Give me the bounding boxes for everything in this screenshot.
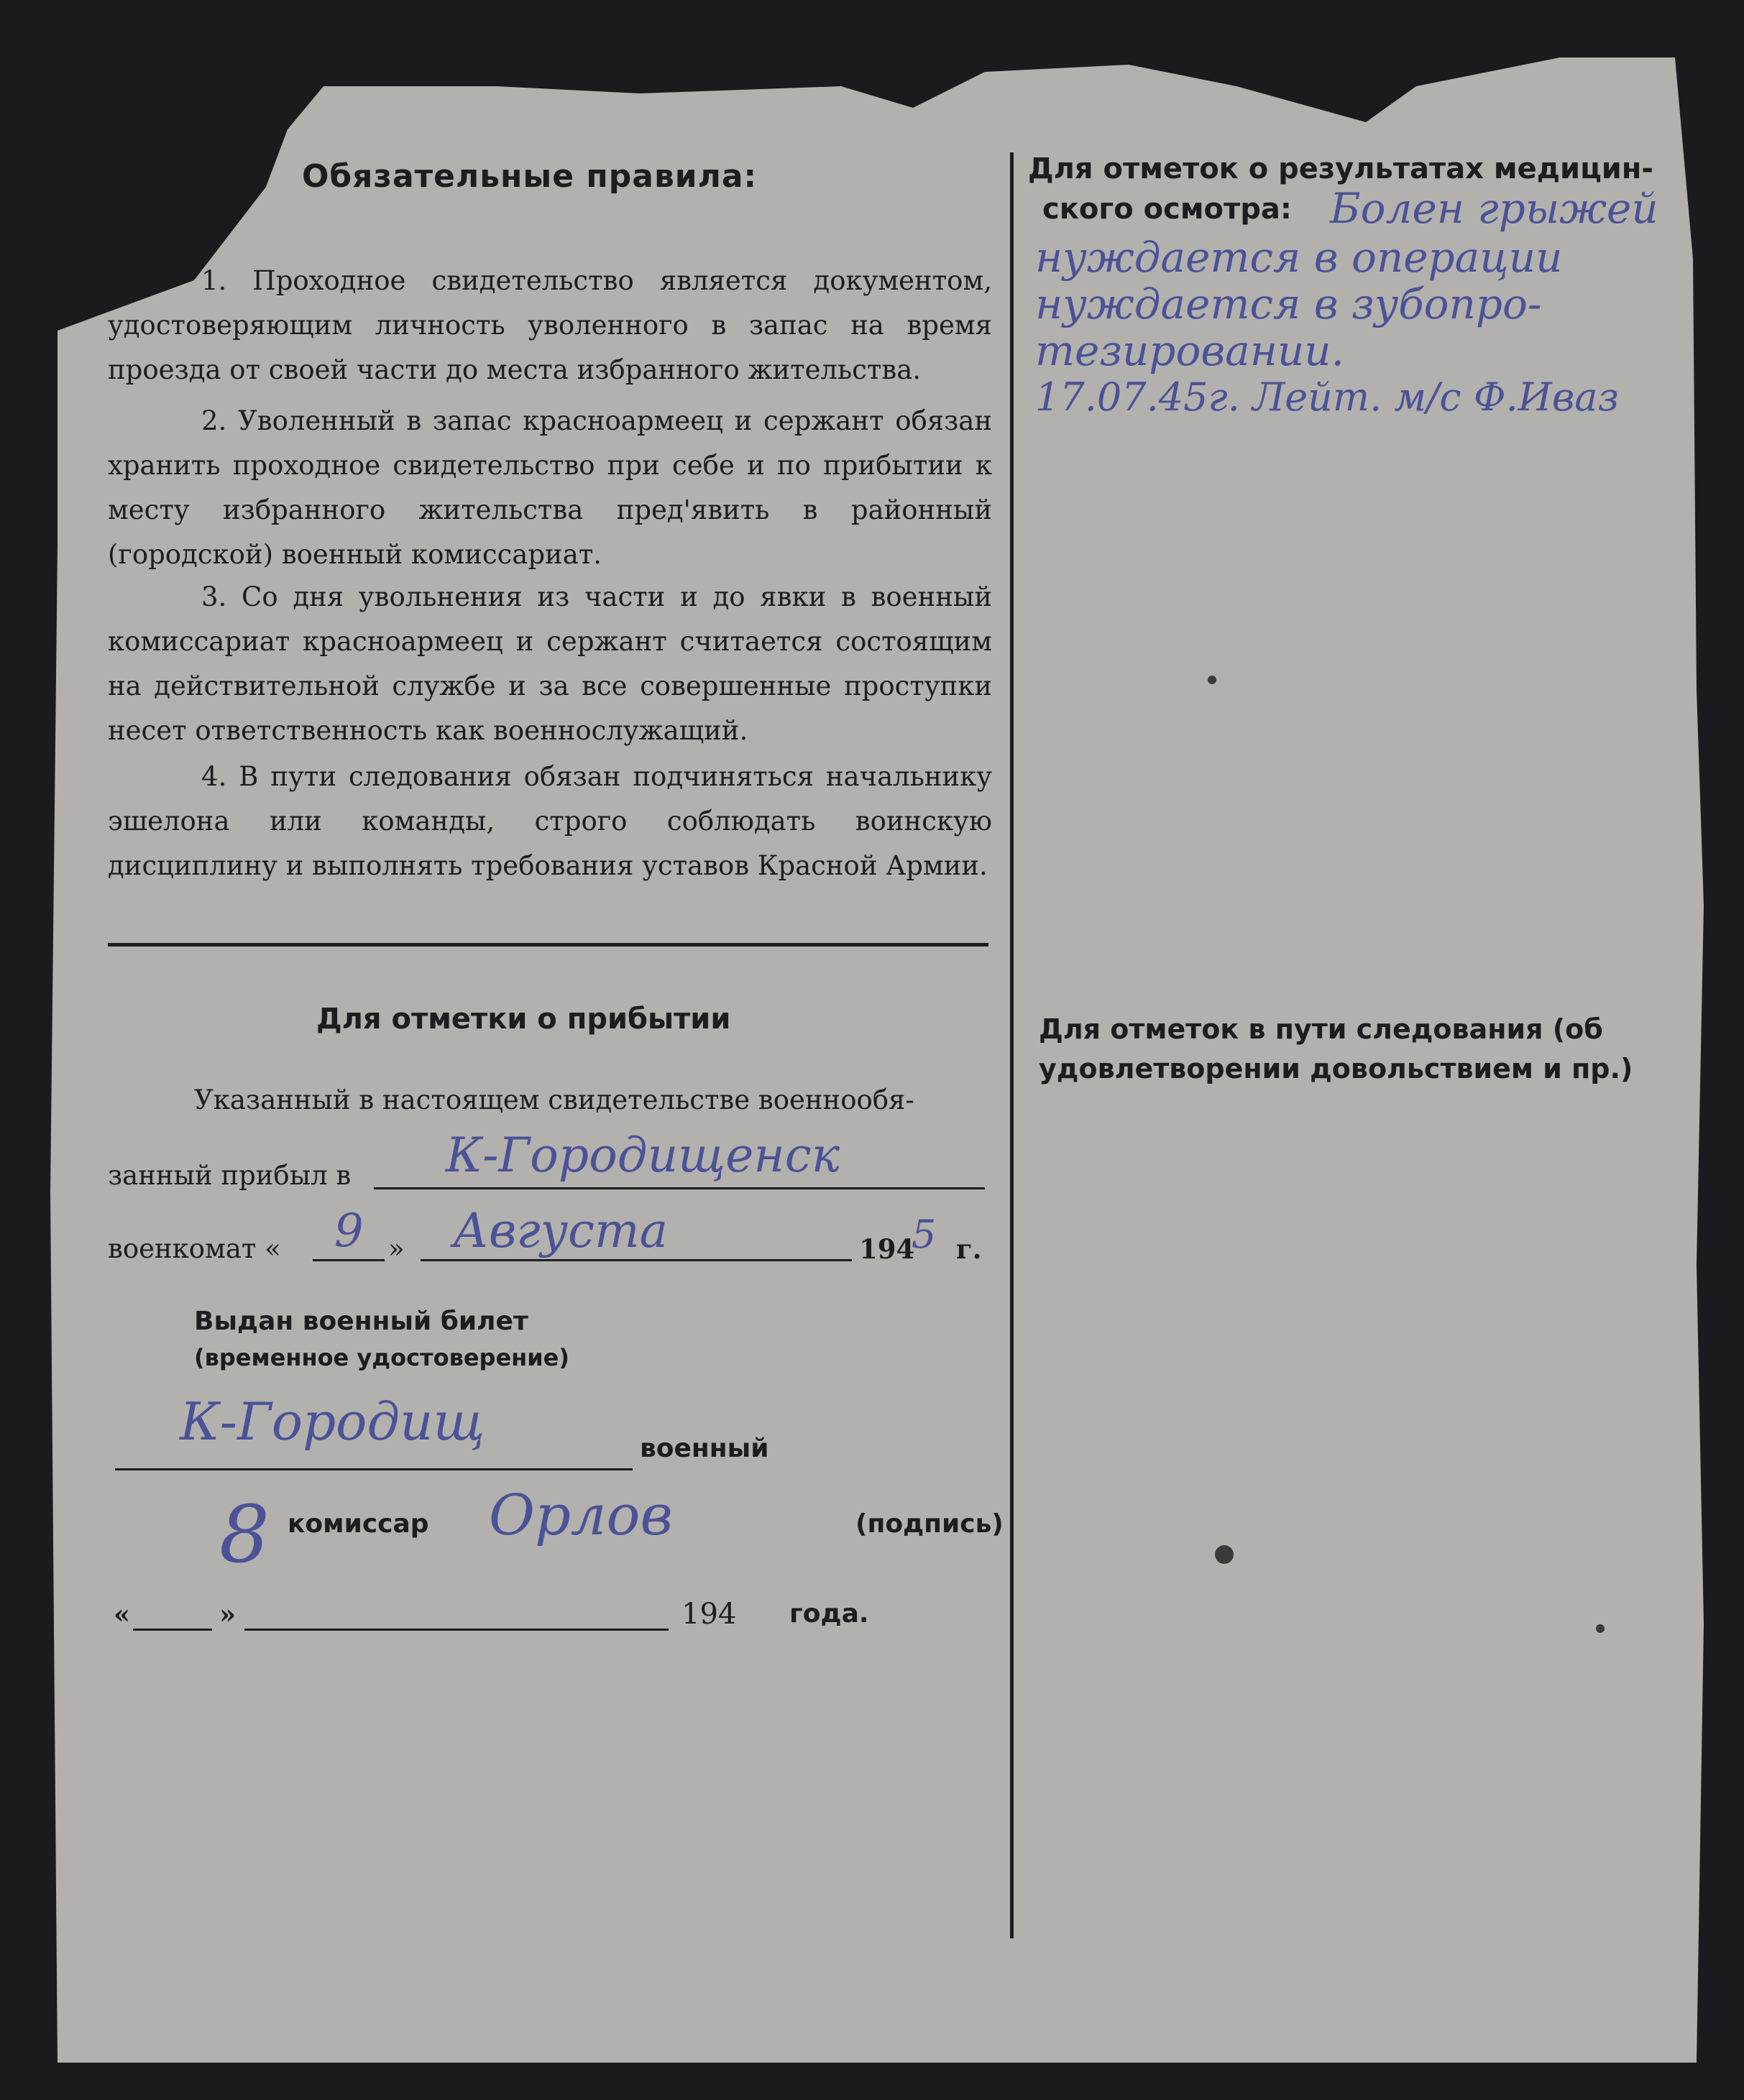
paper-mark-3 — [1596, 1624, 1605, 1633]
issued-title: Выдан военный билет — [194, 1307, 528, 1336]
rules-title: Обязательные правила: — [302, 158, 758, 195]
medical-note-line-2: нуждается в операции — [1035, 233, 1563, 282]
section-divider — [108, 943, 988, 947]
date-month-field — [244, 1629, 669, 1631]
arrival-line-3-label: военкомат « — [108, 1233, 281, 1264]
issued-by-field — [115, 1468, 633, 1470]
arrival-day-close: » — [388, 1233, 405, 1264]
arrival-month-field — [421, 1259, 852, 1261]
rule-item-1: 1. Проходное свидетельство является документом, удостоверяющим личность уволенного в запас на время проезда от своей части до места избранного жительства. — [108, 265, 992, 385]
arrival-year-handwritten: 5 — [912, 1212, 937, 1257]
issued-by-handwritten: К-Городищ — [180, 1391, 485, 1452]
issued-subtitle: (временное удостоверение) — [194, 1344, 569, 1371]
date-year-prefix: 194 — [681, 1598, 737, 1631]
medical-title-line-1: Для отметок о результатах медицин- — [1028, 152, 1653, 185]
arrival-place-field — [374, 1187, 985, 1189]
arrival-place-handwritten: К-Городищенск — [446, 1128, 840, 1183]
slash-mark-handwritten: 8 — [219, 1488, 270, 1580]
rule-item-3: 3. Со дня увольнения из части и до явки в военный комиссариат красноармеец и сержант считается состоящим на действительной службе и за все совершенные проступки несет ответственность как военнослужащий. — [108, 581, 992, 746]
paper-mark-2 — [1215, 1545, 1234, 1564]
arrival-day-field — [313, 1259, 385, 1261]
medical-title-line-2: ского осмотра: — [1042, 193, 1292, 226]
paper-mark-1 — [1208, 676, 1216, 684]
medical-note-line-4: тезировании. — [1035, 326, 1345, 375]
column-divider — [1010, 152, 1014, 1938]
arrival-line-1: Указанный в настоящем свидетельстве военнообя- — [194, 1084, 914, 1115]
signature-label: (подпись) — [855, 1509, 1004, 1539]
rule-item-4: 4. В пути следования обязан подчиняться начальнику эшелона или команды, строго соблюдать воинскую дисциплину и выполнять требования уставов Красной Армии. — [108, 761, 992, 881]
arrival-year-prefix: 194 — [859, 1233, 915, 1265]
commissar-label: комиссар — [288, 1509, 429, 1539]
arrival-title: Для отметки о прибытии — [316, 1003, 731, 1036]
medical-note-line-5: 17.07.45г. Лейт. м/с Ф.Иваз — [1035, 374, 1619, 420]
medical-note-line-1: Болен грыжей — [1330, 184, 1658, 233]
date-suffix: года. — [789, 1599, 869, 1629]
date-close-quote: » — [219, 1598, 237, 1630]
military-label: военный — [640, 1434, 769, 1463]
rule-item-2: 2. Уволенный в запас красноармеец и сержант обязан хранить проходное свидетельство при себе и по прибытии к месту избранного жительства пред'явить в районный (городской) военный комиссариат. — [108, 405, 992, 570]
arrival-month-handwritten: Августа — [453, 1203, 668, 1258]
arrival-day-handwritten: 9 — [334, 1205, 364, 1258]
arrival-line-2-label: занный прибыл в — [108, 1160, 352, 1191]
travel-title-line-2: удовлетворении довольствием и пр.) — [1039, 1053, 1633, 1084]
arrival-year-suffix: г. — [956, 1233, 982, 1265]
medical-note-line-3: нуждается в зубопро- — [1035, 280, 1542, 328]
travel-title-line-1: Для отметок в пути следования (об — [1039, 1013, 1603, 1045]
date-open-quote: « — [114, 1598, 131, 1630]
date-day-field — [133, 1629, 212, 1631]
commissar-signature-handwritten: Орлов — [489, 1483, 673, 1548]
